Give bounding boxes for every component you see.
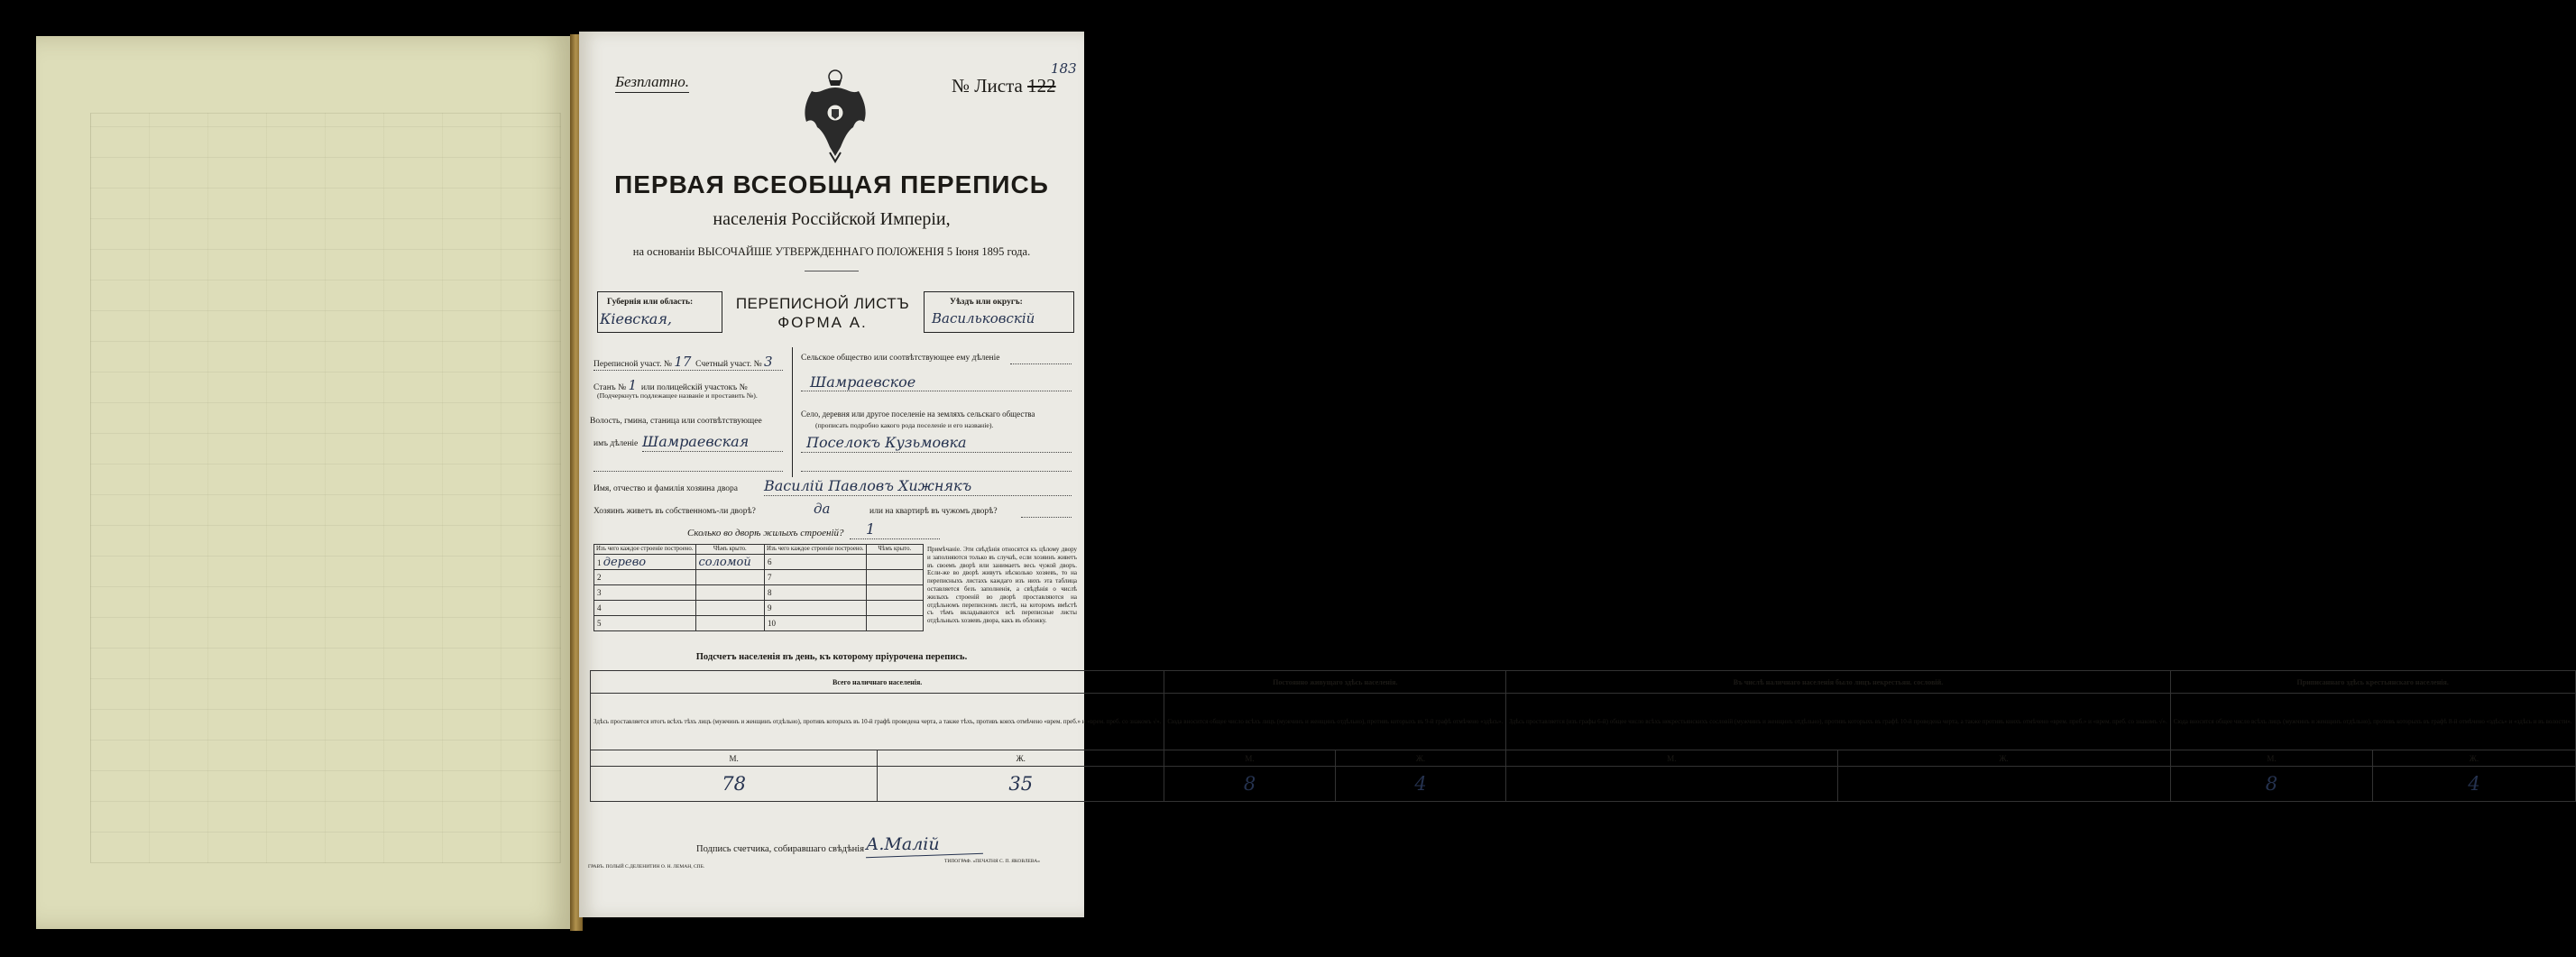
society-value: Шамраевское [810,373,916,391]
table-row: 3 8 [594,585,924,601]
row1-roof: соломой [698,555,751,569]
footer-right: ТИПОГРАФ. «ПЕЧАТНЯ С. П. ЯКОВЛЕВА» [944,859,1040,864]
decree-line: на основаніи ВЫСОЧАЙШЕ УТВЕРЖДЕННАГО ПОЛОЖЕНІЯ 5 Іюня 1895 года. [632,245,1031,258]
registered-male: 8 [2170,767,2372,802]
underline-note: (Подчеркнуть подлежащее названіе и проставить №). [597,391,758,400]
province-box [597,291,722,333]
free-label: Безплатно. [615,73,689,93]
total-male: 78 [591,767,878,802]
own-yard-label: Хозяинъ живетъ въ собственномъ-ли дворѣ? [593,507,756,516]
pop-col1-head: Всего наличнаго населенія. [591,671,1164,694]
total-female: 35 [878,767,1164,802]
owner-value: Василій Павловъ Хижнякъ [764,477,972,494]
bleed-through-grid [90,113,561,863]
district-value: Васильковскій [932,310,1035,327]
pop-col2-head: Постоянно живущаго здѣсь населенія. [1164,671,1506,694]
buildings-col-roof: Чѣмъ крыто. [695,545,765,555]
sheet-number-old: 122 [1027,75,1056,97]
row1-material: дерево [603,555,647,569]
village-note: (прописать подробно какого рода поселеніе и его названіе). [815,421,994,429]
signature-value: А.Малій [866,834,940,854]
village-value: Поселокъ Кузьмовка [806,434,967,451]
pop-col2-desc: Сюда вносится общее число всѣхъ лицъ (мужчинъ и женщинъ отдѣльно), противъ которыхъ въ 9-й графѣ отмѣчено «здѣсь». [1164,694,1506,750]
sheet-number-label: № Листа 122 [952,75,1056,97]
buildings-label: Сколько во дворѣ жилыхъ строеній? [687,528,844,538]
volost-label-2: имъ дѣленіе [593,439,639,448]
buildings-table [593,544,924,631]
census-subtitle: населенія Россійской Имперіи, [713,209,951,229]
stan-value: 1 [628,377,638,393]
volost-label-1: Волость, гмина, станица или соотвѣтствующее [590,417,762,426]
table-row: 4 9 [594,601,924,616]
census-form-page [579,32,2572,917]
table-row: 1 дерево соломой 6 [594,555,924,570]
column-divider [792,347,793,477]
form-title-1: ПЕРЕПИСНОЙ ЛИСТЪ [735,295,910,312]
left-page [36,36,572,929]
pop-col4-desc: Сюда вносится общее число всѣхъ лицъ (мужчинъ и женщинъ отдѣльно), противъ которыхъ въ графѣ 8-й отмѣчено «здѣсь» и «здѣсь и въ волости». [2170,694,2575,750]
pop-col4-head: Приписаннаго здѣсь крестьянскаго населенія. [2170,671,2575,694]
province-label: Губернія или область: [607,298,694,307]
population-table: Всего наличнаго населенія. Постоянно живущаго здѣсь населенія. Въ числѣ наличнаго населенія было лицъ некрестьян. сословій. Приписаннаго здѣсь крестьянскаго населенія. Здѣсь проставляется итогъ всѣхъ тѣхъ лицъ (мужчинъ и женщинъ отдѣльно), противъ которыхъ въ 10-й графѣ проведена черта, а также тѣхъ, противъ коихъ отмѣчено «врем. преб.» и «врем. преб. со знакомъ √». Сюда вносится общее число всѣхъ лицъ (мужчинъ и женщинъ отдѣльно), противъ которыхъ въ 9-й графѣ отмѣчено «здѣсь». Здѣсь проставляется (изъ графы 6-й) общее число всѣхъ некрестьянскихъ сословій (мужчинъ и женщинъ отдѣльно), противъ которыхъ въ графѣ 10-й проведена черта, а также противъ коихъ отмѣчено «врем. преб.» и «врем. преб. со знакомъ √». Сюда вносится общее число всѣхъ лицъ (мужчинъ и женщинъ отдѣльно), противъ которыхъ въ графѣ 8-й отмѣчено «здѣсь» и «здѣсь и въ волости». М. Ж. М. Ж. М. Ж. М. Ж. 78 35 8 4 8 4 [590,670,2576,802]
population-title: Подсчетъ населенія въ день, къ которому пріурочена перепись. [695,652,968,662]
non-peasant-female [1837,767,2170,802]
footer-left: ГРАВЪ. ПОЛЫЙ С.ДЕЛЕНИТИН О. Н. ЛЕМАН, СПБ. [588,864,705,870]
non-peasant-male [1506,767,1837,802]
population-values-row [591,767,2576,802]
province-value: Кіевская, [600,310,673,327]
pop-col3-head: Въ числѣ наличнаго населенія было лицъ некрестьян. сословій. [1506,671,2170,694]
registered-female: 4 [2373,767,2575,802]
buildings-col-material-2: Изъ чего каждое строеніе построено. [765,545,867,555]
census-section-value: 17 [674,354,692,370]
own-yard-value: да [814,501,831,517]
sheet-number-handwritten: 183 [1051,60,1077,77]
buildings-col-material: Изъ чего каждое строеніе построено. [594,545,696,555]
society-label: Сельское общество или соотвѣтствующее ему дѣленіе [801,354,1000,363]
table-row: 2 7 [594,570,924,585]
count-section-value: 3 [764,354,773,370]
pop-col3-desc: Здѣсь проставляется (изъ графы 6-й) общее число всѣхъ некрестьянскихъ сословій (мужчинъ и женщинъ отдѣльно), противъ которыхъ въ графѣ 10-й проведена черта, а также противъ коихъ отмѣчено «врем. преб.» и «врем. преб. со знакомъ √». [1506,694,2170,750]
village-label: Село, деревня или другое поселеніе на земляхъ сельскаго общества [801,409,1035,419]
stan-label: Станъ № 1 или полицейскій участокъ № [593,377,748,393]
double-headed-eagle-emblem [799,66,871,165]
census-section-label: Переписной участ. № 17 Счетный участ. № 3 [593,354,773,370]
district-label: Уѣздъ или округъ: [950,298,1023,307]
volost-value: Шамраевская [642,433,750,450]
census-title: ПЕРВАЯ ВСЕОБЩАЯ ПЕРЕПИСЬ [614,170,1049,198]
buildings-col-roof-2: Чѣмъ крыто. [866,545,923,555]
signature-label: Подпись счетчика, собиравшаго свѣдѣнія [696,844,865,854]
form-title-2: ФОРМА А. [777,314,868,331]
table-row: 5 10 [594,616,924,631]
resident-female: 4 [1335,767,1505,802]
buildings-value: 1 [866,520,876,538]
pop-col1-desc: Здѣсь проставляется итогъ всѣхъ тѣхъ лицъ (мужчинъ и женщинъ отдѣльно), противъ которыхъ въ 10-й графѣ проведена черта, а также тѣхъ, противъ коихъ отмѣчено «врем. преб.» и «врем. преб. со знакомъ √». [591,694,1164,750]
rented-label: или на квартирѣ въ чужомъ дворѣ? [869,507,998,516]
district-box [924,291,1074,333]
buildings-note: Примѣчаніе. Эти свѣдѣнія относятся къ цѣлому двору и заполняются только въ случаѣ, если хозяинъ живетъ въ своемъ дворѣ или занимаетъ весь чужой дворъ. Если-же во дворѣ живутъ нѣсколько хозяевъ, то на переписныхъ листахъ каждаго изъ нихъ эта таблица оставляется безъ заполненія, а свѣдѣнія о числѣ жилыхъ строеній во дворѣ проставляются на отдѣльномъ переписномъ листѣ, на которомъ вмѣстѣ съ тѣмъ вкладываются всѣ переписные листы отдѣльныхъ хозяевъ двора, какъ въ обложку. [927,546,1077,625]
resident-male: 8 [1164,767,1335,802]
owner-label: Имя, отчество и фамилія хозяина двора [593,484,738,493]
